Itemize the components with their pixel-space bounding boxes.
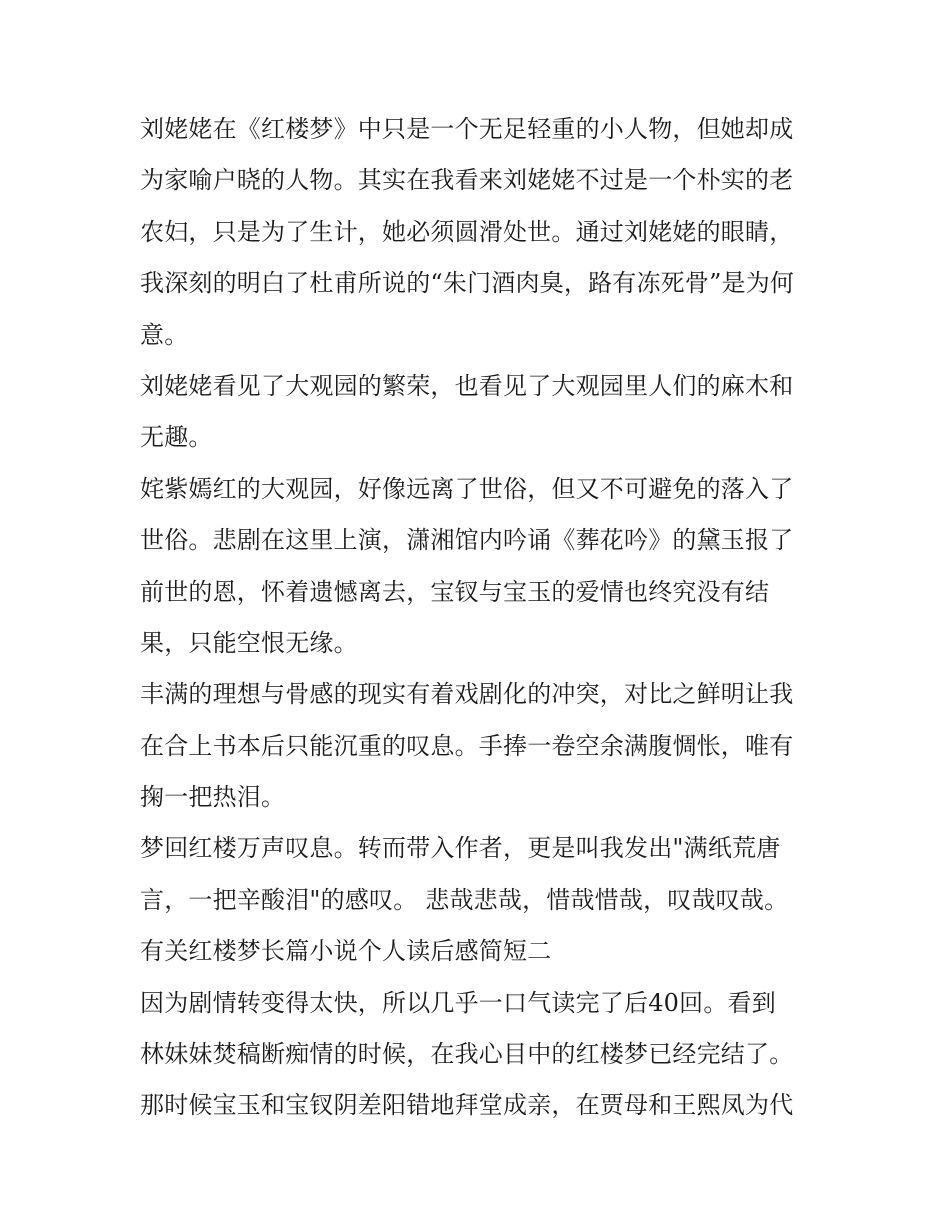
text-line: 前世的恩，怀着遗憾离去，宝钗与宝玉的爱情也终究没有结 bbox=[140, 577, 770, 606]
text-line: 为家喻户晓的人物。其实在我看来刘姥姥不过是一个朴实的老 bbox=[140, 166, 794, 195]
text-line: 言，一把辛酸泪"的感叹。 悲哉悲哉，惜哉惜哉，叹哉叹哉。 bbox=[140, 885, 789, 914]
text-line: 农妇，只是为了生计，她必须圆滑处世。通过刘姥姥的眼睛， bbox=[140, 217, 794, 246]
text-line: 意。 bbox=[140, 320, 189, 349]
text-line: 刘姥姥看见了大观园的繁荣，也看见了大观园里人们的麻木和 bbox=[140, 371, 794, 400]
document-body bbox=[140, 104, 820, 1132]
text-line: 梦回红楼万声叹息。转而带入作者，更是叫我发出"满纸荒唐 bbox=[140, 834, 781, 863]
text-line: 丰满的理想与骨感的现实有着戏剧化的冲突，对比之鲜明让我 bbox=[140, 680, 794, 709]
text-line: 姹紫嫣红的大观园，好像远离了世俗，但又不可避免的落入了 bbox=[140, 474, 794, 503]
text-line: 刘姥姥在《红楼梦》中只是一个无足轻重的小人物，但她却成 bbox=[140, 115, 794, 143]
text-line: 我深刻的明白了杜甫所说的“朱门酒肉臭，路有冻死骨”是为何 bbox=[140, 269, 795, 298]
text-line: 果，只能空恨无缘。 bbox=[140, 628, 358, 657]
text-line: 在合上书本后只能沉重的叹息。手捧一卷空余满腹惆怅，唯有 bbox=[140, 731, 794, 760]
text-line: 林妹妹焚稿断痴情的时候，在我心目中的红楼梦已经完结了。 bbox=[140, 1040, 794, 1069]
text-line: 因为剧情转变得太快，所以几乎一口气读完了后40回。看到 bbox=[140, 988, 776, 1017]
text-line: 世俗。悲剧在这里上演，潇湘馆内吟诵《葬花吟》的黛玉报了 bbox=[140, 526, 794, 555]
text-line: 掬一把热泪。 bbox=[140, 783, 286, 812]
text-line: 无趣。 bbox=[140, 423, 213, 452]
text-line: 那时候宝玉和宝钗阴差阳错地拜堂成亲，在贾母和王熙凤为代 bbox=[140, 1091, 794, 1120]
section-heading: 有关红楼梦长篇小说个人读后感简短二 bbox=[140, 937, 552, 966]
